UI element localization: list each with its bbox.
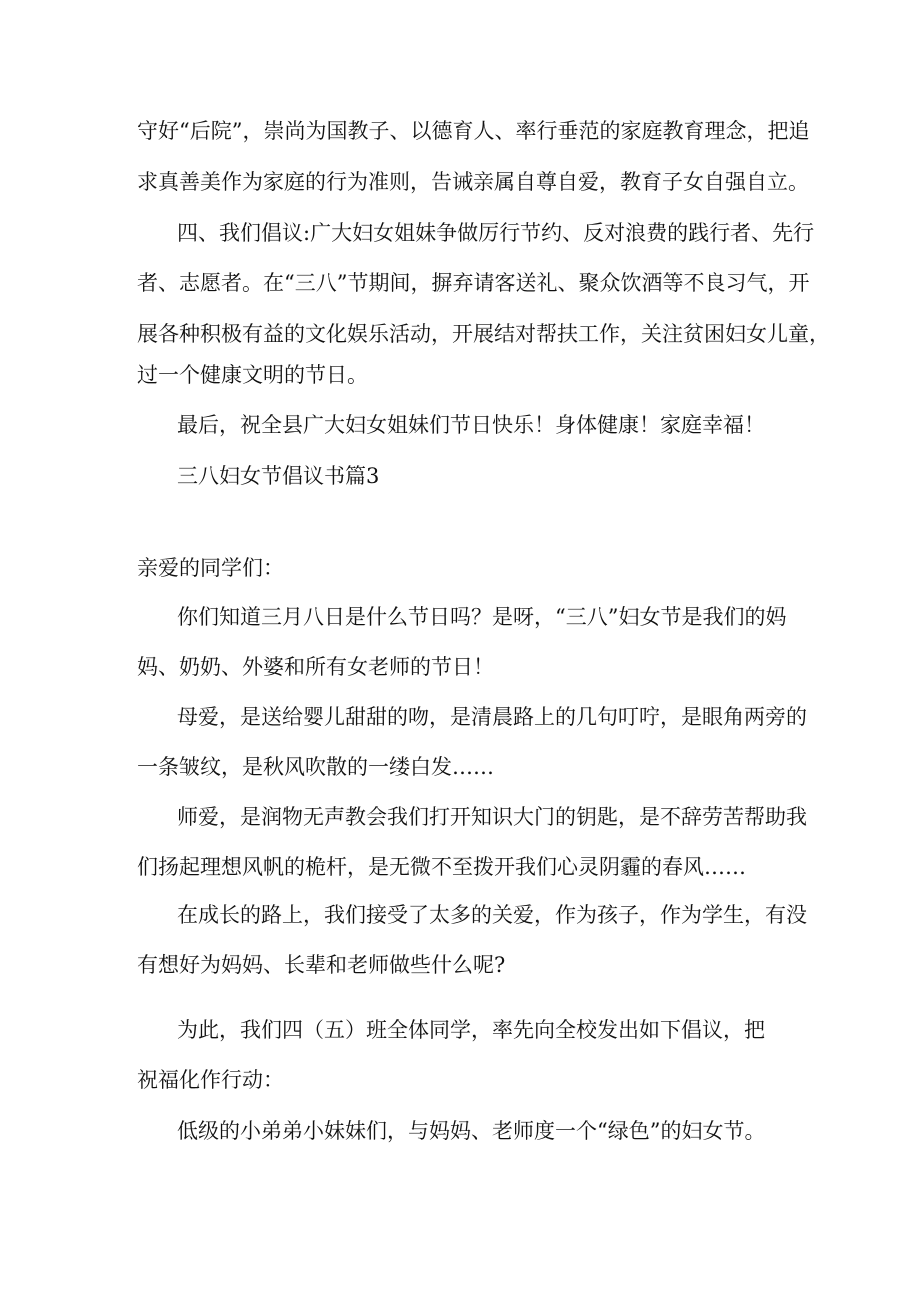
- paragraph-line: 求真善美作为家庭的行为准则，告诫亲属自尊自爱，教育子女自强自立。: [137, 170, 809, 194]
- paragraph-line: 你们知道三月八日是什么节日吗？是呀，“三八”妇女节是我们的妈: [177, 605, 787, 629]
- section-title: 三八妇女节倡议书篇3: [177, 464, 380, 488]
- paragraph-line: 者、志愿者。在“三八”节期间，摒弃请客送礼、聚众饮酒等不良习气，开: [137, 271, 810, 295]
- paragraph-line: 师爱，是润物无声教会我们打开知识大门的钥匙，是不辞劳苦帮助我: [177, 805, 807, 829]
- paragraph-line: 最后，祝全县广大妇女姐妹们节日快乐！身体健康！家庭幸福！: [177, 413, 765, 437]
- paragraph-line: 们扬起理想风帆的桅杆，是无微不至拨开我们心灵阴霾的春风……: [137, 855, 746, 879]
- paragraph-line: 为此，我们四（五）班全体同学，率先向全校发出如下倡议，把: [177, 1018, 765, 1042]
- paragraph-line: 守好“后院”，崇尚为国教子、以德育人、率行垂范的家庭教育理念，把追: [137, 119, 810, 143]
- salutation: 亲爱的同学们：: [137, 556, 284, 580]
- paragraph-line: 祝福化作行动：: [137, 1068, 284, 1092]
- paragraph-line: 妈、奶奶、外婆和所有女老师的节日！: [137, 655, 494, 679]
- paragraph-line: 过一个健康文明的节日。: [137, 363, 368, 387]
- paragraph-line: 有想好为妈妈、长辈和老师做些什么呢?: [137, 953, 506, 977]
- paragraph-line: 低级的小弟弟小妹妹们，与妈妈、老师度一个“绿色”的妇女节。: [177, 1119, 766, 1143]
- paragraph-line: 一条皱纹，是秋风吹散的一缕白发……: [137, 755, 494, 779]
- paragraph-line: 在成长的路上，我们接受了太多的关爱，作为孩子，作为学生，有没: [177, 903, 807, 927]
- paragraph-line: 母爱，是送给婴儿甜甜的吻，是清晨路上的几句叮咛，是眼角两旁的: [177, 705, 807, 729]
- paragraph-line: 展各种积极有益的文化娱乐活动，开展结对帮扶工作，关注贫困妇女儿童，: [137, 322, 830, 346]
- paragraph-line: 四、我们倡议:广大妇女姐妹争做厉行节约、反对浪费的践行者、先行: [177, 221, 815, 245]
